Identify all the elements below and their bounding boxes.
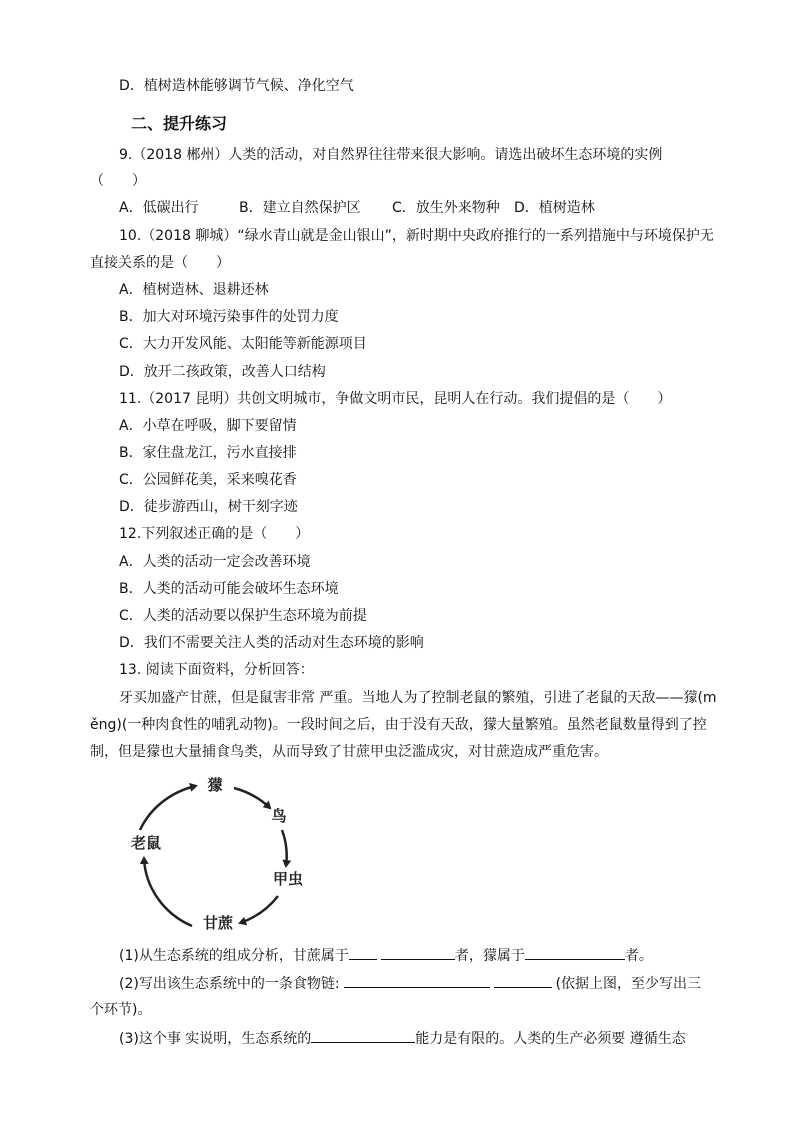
q13-sub2 [119,973,701,994]
q13-sub2-text-a: (2)写出该生态系统中的一条食物链: [119,976,340,992]
q13-sub3-text-b: 能力是有限的。人类的生产必须要 遵循生态 [415,1031,686,1047]
arrow-upper-right-to-lower-right [282,830,287,866]
diagram-label-right-lower: 甲虫 [272,870,304,888]
q9-option-b: B．建立自然保护区 [239,200,361,216]
q13-stem: 13. 阅读下面资料，分析回答： [119,662,314,678]
q13-sub3-text-a: (3)这个事 实说明，生态系统的 [119,1031,312,1047]
diagram-label-bottom: 甘蔗 [202,914,234,932]
q9-option-a: A．低碳出行 [119,200,199,216]
q9-option-d: D．植树造林 [514,200,595,216]
q13-sub3-blank[interactable] [311,1028,415,1043]
section-title: 二、提升练习 [131,114,228,133]
q13-sub1-text-a: (1)从生态系统的组成分析，甘蔗属于 [119,948,349,964]
q9-option-c: C．放生外来物种 [392,200,500,216]
q13-sub2-text-b: (依据上图，至少写出三 [555,976,702,992]
q12-option-c: C．人类的活动要以保护生态环境为前提 [119,608,367,624]
q13-sub1-blank-1a[interactable] [349,945,377,960]
food-cycle-diagram [108,768,316,940]
arrow-lower-right-to-bottom [240,896,278,923]
q13-passage-line2: ěng)(一种肉食性的哺乳动物)。一段时间之后，由于没有天敌，獴大量繁殖。虽然老鼠数量得到了控 [90,717,707,733]
q13-sub3 [119,1028,686,1049]
q8-option-d: D．植树造林能够调节气候、净化空气 [119,78,354,94]
diagram-label-right-upper: 鸟 [271,807,287,825]
arrow-left-to-top [140,786,196,830]
q10-option-c: C．大力开发风能、太阳能等新能源项目 [119,336,367,352]
q11-option-d: D．徒步游西山，树干刻字迹 [119,499,298,515]
q13-sub1-text-b: 者，獴属于 [454,948,525,964]
q13-passage-line1: 牙买加盛产甘蔗，但是鼠害非常 严重。当地人为了控制老鼠的繁殖，引进了老鼠的天敌——獴(m [119,690,717,706]
q9-options [119,198,595,218]
diagram-label-top: 獴 [207,776,223,794]
q11-stem: 11.（2017 昆明）共创文明城市，争做文明市民，昆明人在行动。我们提倡的是（ ） [119,391,672,407]
q13-sub1-text-c: 者。 [624,948,653,964]
q13-sub2-blank-1[interactable] [344,973,490,988]
q12-option-a: A．人类的活动一定会改善环境 [119,554,311,570]
q13-sub1-blank-1b[interactable] [381,945,455,960]
q12-option-b: B．人类的活动可能会破坏生态环境 [119,581,339,597]
q10-stem-line2: 直接关系的是（ ） [90,255,230,271]
diagram-label-left: 老鼠 [130,834,162,852]
q10-stem-line1: 10.（2018 聊城）“绿水青山就是金山银山”，新时期中央政府推行的一系列措施中与环境保护无 [119,228,714,244]
arrow-top-to-upper-right [234,788,270,808]
q11-option-b: B．家住盘龙江，污水直接排 [119,445,297,461]
q11-option-a: A．小草在呼吸，脚下要留情 [119,418,297,434]
q12-stem: 12.下列叙述正确的是（ ） [119,526,310,542]
q11-option-c: C．公园鲜花美，采来嗅花香 [119,472,297,488]
q9-bracket: （ ） [90,173,146,189]
arrow-bottom-to-left [144,858,192,926]
q10-option-a: A．植树造林、退耕还林 [119,282,269,298]
q13-sub1 [119,945,653,966]
q13-sub2-continuation: 个环节)。 [90,1002,152,1018]
q13-sub2-blank-2[interactable] [494,973,552,988]
q13-passage-line3: 制，但是獴也大量捕食鸟类，从而导致了甘蔗甲虫泛滥成灾，对甘蔗造成严重危害。 [90,744,608,760]
q10-option-b: B．加大对环境污染事件的处罚力度 [119,309,339,325]
q10-option-d: D．放开二孩政策，改善人口结构 [119,364,326,380]
q9-stem: 9.（2018 郴州）人类的活动，对自然界往往带来很大影响。请选出破坏生态环境的实例 [119,147,663,163]
q13-sub1-blank-2[interactable] [525,945,625,960]
q12-option-d: D．我们不需要关注人类的活动对生态环境的影响 [119,635,424,651]
